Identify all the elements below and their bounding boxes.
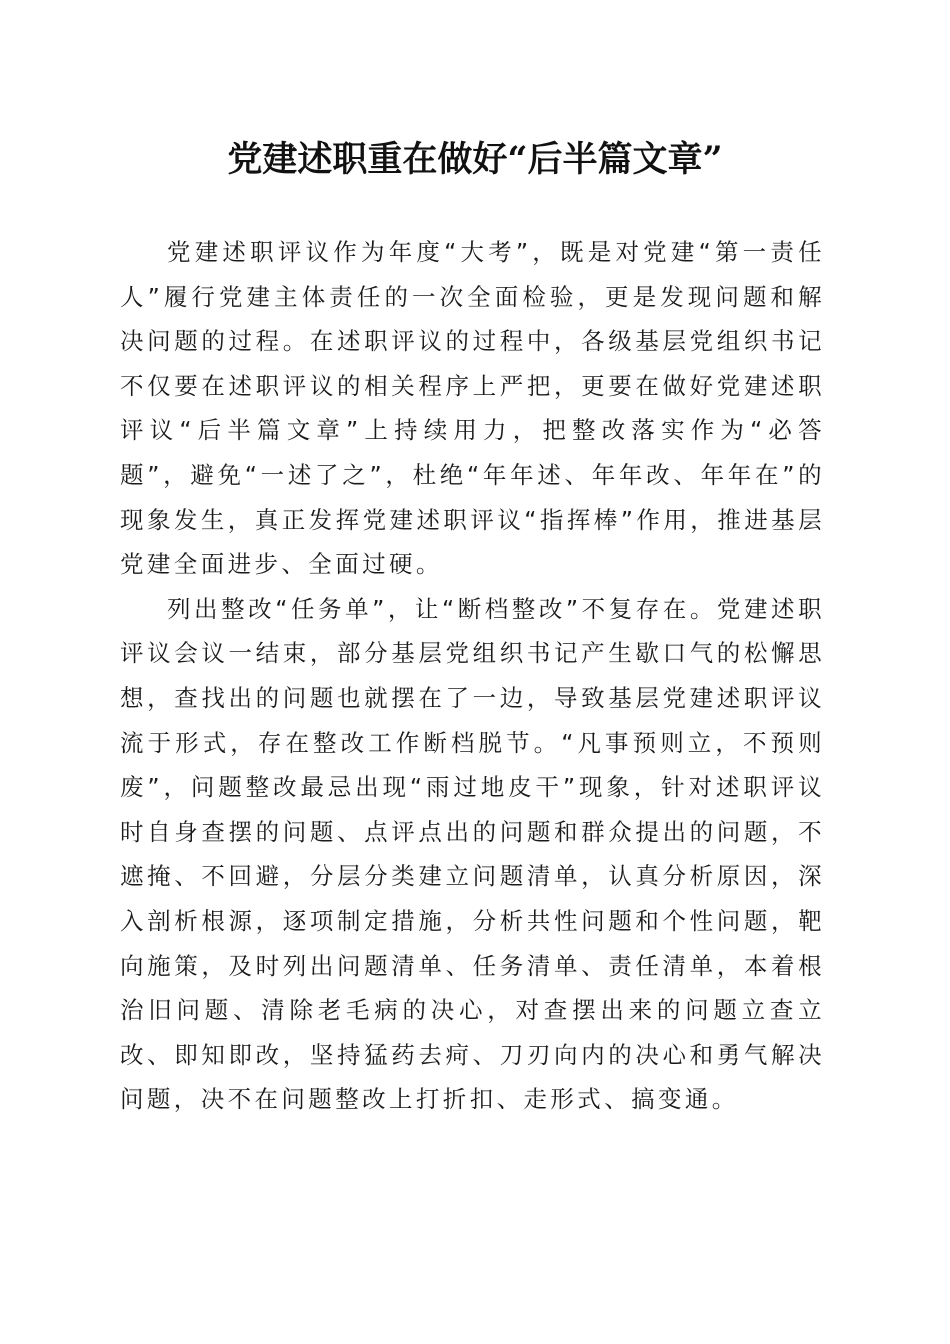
paragraph-2: 列出整改“任务单”，让“断档整改”不复存在。党建述职评议会议一结束，部分基层党组织书记产生歇口气的松懈思想，查找出的问题也就摆在了一边，导致基层党建述职评议流于形式，存在整改工作断档脱节。“凡事预则立，不预则废”，问题整改最忌出现“雨过地皮干”现象，针对述职评议时自身查摆的问题、点评点出的问题和群众提出的问题，不遮掩、不回避，分层分类建立问题清单，认真分析原因，深入剖析根源，逐项制定措施，分析共性问题和个性问题，靶向施策，及时列出问题清单、任务清单、责任清单，本着根治旧问题、清除老毛病的决心，对查摆出来的问题立查立改、即知即改，坚持猛药去疴、刀刃向内的决心和勇气解决问题，决不在问题整改上打折扣、走形式、搞变通。 xyxy=(120,594,825,1114)
document-title: 党建述职重在做好“后半篇文章” xyxy=(227,139,723,180)
paragraph-1: 党建述职评议作为年度“大考”，既是对党建“第一责任人”履行党建主体责任的一次全面检验，更是发现问题和解决问题的过程。在述职评议的过程中，各级基层党组织书记不仅要在述职评议的相关程序上严把，更要在做好党建述职评议“后半篇文章”上持续用力，把整改落实作为“必答题”，避免“一述了之”，杜绝“年年述、年年改、年年在”的现象发生，真正发挥党建述职评议“指挥棒”作用，推进基层党建全面进步、全面过硬。 xyxy=(120,238,825,579)
document-body xyxy=(120,230,825,1122)
